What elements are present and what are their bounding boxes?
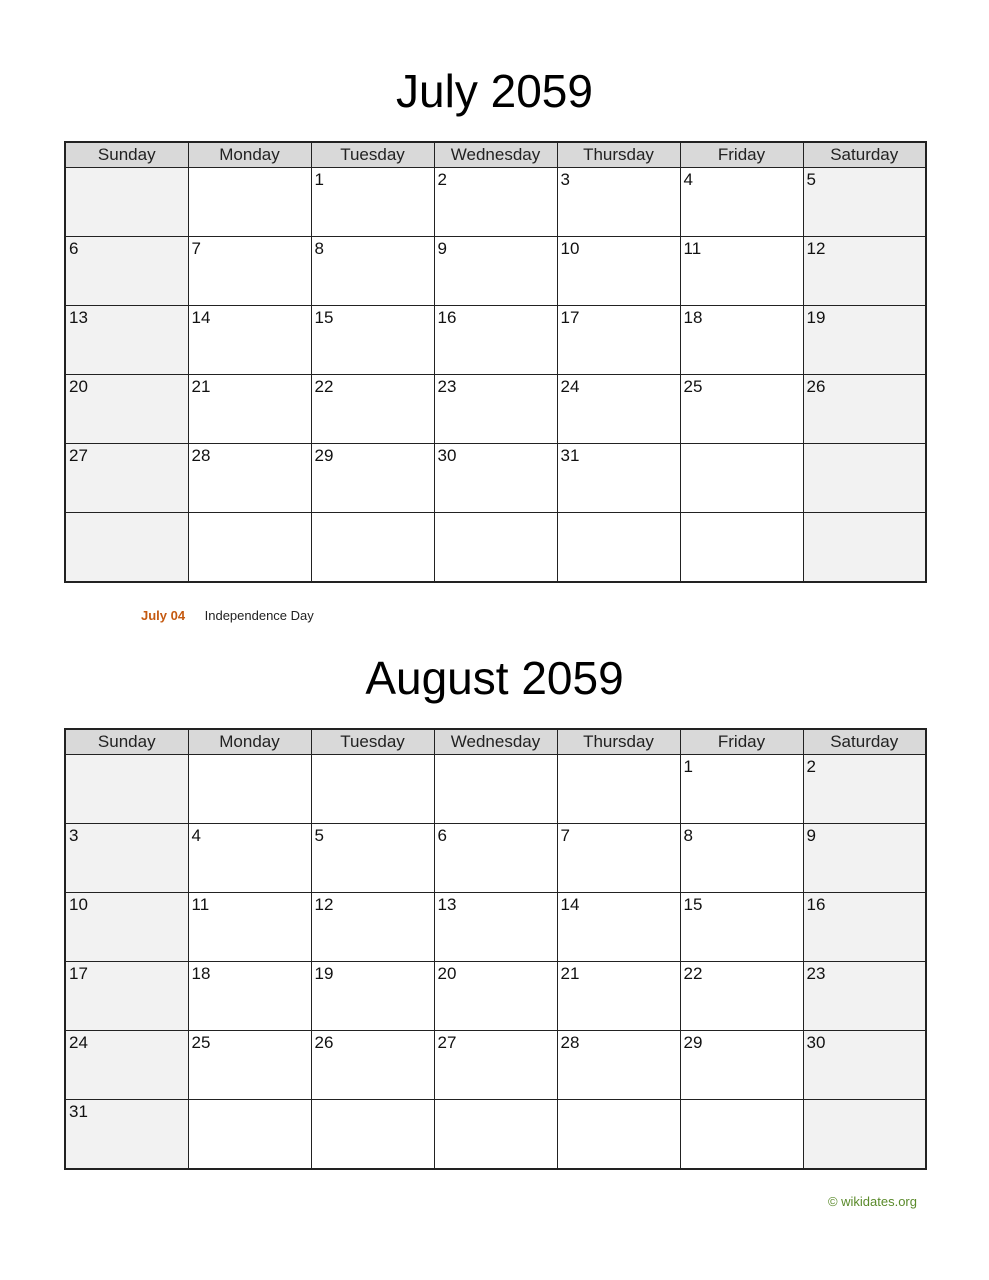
- day-number: 23: [437, 377, 457, 396]
- day-number: 4: [191, 826, 201, 845]
- day-number: 14: [191, 308, 211, 327]
- day-number: 23: [806, 964, 826, 983]
- day-cell: [434, 1100, 557, 1170]
- day-number: 11: [191, 895, 210, 914]
- day-cell: [311, 1031, 434, 1100]
- weekday-header-friday: Friday: [680, 142, 803, 168]
- weekday-header-row: [65, 142, 926, 168]
- day-cell: [65, 1100, 188, 1170]
- day-number: 29: [314, 446, 334, 465]
- week-row: [65, 824, 926, 893]
- week-row: [65, 375, 926, 444]
- day-number: 9: [437, 239, 447, 258]
- day-cell: [434, 306, 557, 375]
- day-cell: [680, 168, 803, 237]
- day-number: 19: [314, 964, 334, 983]
- day-number: 4: [683, 170, 693, 189]
- day-number: 29: [683, 1033, 703, 1052]
- day-number: 13: [437, 895, 457, 914]
- day-number: [681, 444, 803, 446]
- day-cell: [188, 237, 311, 306]
- day-number: [435, 755, 557, 757]
- day-cell: [557, 1031, 680, 1100]
- weekday-header-row: [65, 729, 926, 755]
- day-cell: [434, 375, 557, 444]
- calendar-august: [64, 728, 927, 1170]
- day-number: 20: [69, 377, 88, 396]
- day-cell: [557, 755, 680, 824]
- day-cell: [803, 962, 926, 1031]
- day-number: 31: [69, 1102, 88, 1121]
- day-number: 1: [683, 757, 693, 776]
- weekday-header-friday: Friday: [680, 729, 803, 755]
- holiday-list-july: [141, 608, 314, 623]
- day-cell: [803, 237, 926, 306]
- day-cell: [680, 444, 803, 513]
- day-cell: [311, 962, 434, 1031]
- day-cell: [188, 444, 311, 513]
- day-cell: [65, 513, 188, 583]
- week-row: [65, 1031, 926, 1100]
- day-cell: [65, 375, 188, 444]
- day-number: [312, 1100, 434, 1102]
- day-cell: [311, 824, 434, 893]
- weekday-header-sunday: Sunday: [65, 142, 188, 168]
- day-number: 7: [191, 239, 201, 258]
- day-cell: [680, 1100, 803, 1170]
- day-number: 18: [683, 308, 703, 327]
- week-row: [65, 513, 926, 583]
- day-number: [189, 168, 311, 170]
- day-number: 26: [806, 377, 826, 396]
- week-row: [65, 168, 926, 237]
- day-number: [804, 1100, 926, 1102]
- day-cell: [65, 1031, 188, 1100]
- day-cell: [311, 444, 434, 513]
- day-number: 1: [314, 170, 324, 189]
- day-number: 16: [437, 308, 457, 327]
- day-number: [66, 755, 188, 757]
- day-number: 8: [314, 239, 324, 258]
- day-number: 6: [69, 239, 79, 258]
- day-cell: [65, 962, 188, 1031]
- week-row: [65, 237, 926, 306]
- day-cell: [188, 1100, 311, 1170]
- day-number: [312, 513, 434, 515]
- day-cell: [188, 824, 311, 893]
- day-cell: [311, 306, 434, 375]
- day-cell: [188, 513, 311, 583]
- day-cell: [557, 168, 680, 237]
- day-number: 12: [806, 239, 826, 258]
- weekday-header-saturday: Saturday: [803, 729, 926, 755]
- day-cell: [803, 444, 926, 513]
- day-number: [558, 1100, 680, 1102]
- weekday-header-tuesday: Tuesday: [311, 142, 434, 168]
- day-cell: [65, 168, 188, 237]
- day-number: [189, 1100, 311, 1102]
- day-number: 14: [560, 895, 580, 914]
- weekday-header-monday: Monday: [188, 142, 311, 168]
- day-number: 3: [560, 170, 570, 189]
- weekday-header-thursday: Thursday: [557, 729, 680, 755]
- day-number: 30: [806, 1033, 826, 1052]
- day-cell: [680, 306, 803, 375]
- day-cell: [65, 237, 188, 306]
- day-cell: [434, 237, 557, 306]
- day-cell: [434, 893, 557, 962]
- day-number: 21: [191, 377, 211, 396]
- day-number: 12: [314, 895, 334, 914]
- day-cell: [557, 962, 680, 1031]
- day-number: 5: [806, 170, 816, 189]
- day-number: 22: [683, 964, 703, 983]
- day-cell: [311, 755, 434, 824]
- day-cell: [65, 755, 188, 824]
- day-number: 31: [560, 446, 580, 465]
- day-cell: [557, 306, 680, 375]
- day-cell: [434, 962, 557, 1031]
- day-number: 21: [560, 964, 580, 983]
- day-cell: [680, 237, 803, 306]
- weekday-header-tuesday: Tuesday: [311, 729, 434, 755]
- day-cell: [803, 755, 926, 824]
- day-cell: [680, 375, 803, 444]
- day-cell: [65, 893, 188, 962]
- day-cell: [65, 444, 188, 513]
- weekday-header-thursday: Thursday: [557, 142, 680, 168]
- day-number: [681, 513, 803, 515]
- day-number: 10: [560, 239, 580, 258]
- day-number: [66, 513, 188, 515]
- day-cell: [557, 444, 680, 513]
- day-cell: [65, 306, 188, 375]
- day-number: 7: [560, 826, 570, 845]
- day-number: 15: [683, 895, 703, 914]
- day-number: 5: [314, 826, 324, 845]
- day-cell: [434, 513, 557, 583]
- day-cell: [188, 1031, 311, 1100]
- day-cell: [803, 824, 926, 893]
- day-number: 6: [437, 826, 447, 845]
- week-row: [65, 1100, 926, 1170]
- week-row: [65, 306, 926, 375]
- day-number: 25: [683, 377, 703, 396]
- month-title-july: July 2059: [396, 65, 593, 117]
- week-row: [65, 444, 926, 513]
- day-number: 24: [560, 377, 580, 396]
- day-number: [804, 444, 926, 446]
- day-cell: [557, 893, 680, 962]
- day-number: 24: [69, 1033, 88, 1052]
- day-cell: [557, 237, 680, 306]
- calendar-july: [64, 141, 927, 583]
- holiday-date: July 04: [141, 608, 186, 623]
- day-number: [681, 1100, 803, 1102]
- day-cell: [557, 513, 680, 583]
- day-cell: [803, 513, 926, 583]
- day-number: 27: [437, 1033, 457, 1052]
- day-number: 18: [191, 964, 211, 983]
- holiday-item: [141, 608, 314, 623]
- day-number: 11: [683, 239, 702, 258]
- day-cell: [311, 237, 434, 306]
- weekday-header-monday: Monday: [188, 729, 311, 755]
- weekday-header-wednesday: Wednesday: [434, 142, 557, 168]
- day-number: [435, 1100, 557, 1102]
- day-cell: [803, 1031, 926, 1100]
- week-row: [65, 962, 926, 1031]
- day-number: [189, 755, 311, 757]
- day-number: 26: [314, 1033, 334, 1052]
- day-cell: [680, 1031, 803, 1100]
- day-cell: [188, 168, 311, 237]
- day-cell: [557, 824, 680, 893]
- day-cell: [434, 1031, 557, 1100]
- day-number: 2: [806, 757, 816, 776]
- day-cell: [311, 1100, 434, 1170]
- day-cell: [680, 962, 803, 1031]
- day-cell: [680, 513, 803, 583]
- day-number: 28: [560, 1033, 580, 1052]
- day-cell: [803, 1100, 926, 1170]
- day-cell: [311, 168, 434, 237]
- day-number: 19: [806, 308, 826, 327]
- day-number: 16: [806, 895, 826, 914]
- day-number: [312, 755, 434, 757]
- day-number: 28: [191, 446, 211, 465]
- day-cell: [311, 375, 434, 444]
- day-number: 17: [560, 308, 580, 327]
- day-cell: [188, 306, 311, 375]
- holiday-name: Independence Day: [204, 608, 314, 623]
- day-cell: [65, 824, 188, 893]
- day-cell: [803, 893, 926, 962]
- day-cell: [311, 513, 434, 583]
- weekday-header-wednesday: Wednesday: [434, 729, 557, 755]
- day-cell: [557, 1100, 680, 1170]
- day-number: 17: [69, 964, 88, 983]
- month-title-august: August 2059: [365, 652, 624, 704]
- day-number: 27: [69, 446, 88, 465]
- day-cell: [188, 893, 311, 962]
- day-number: [804, 513, 926, 515]
- day-cell: [188, 962, 311, 1031]
- day-number: 20: [437, 964, 457, 983]
- day-number: [66, 168, 188, 170]
- weekday-header-saturday: Saturday: [803, 142, 926, 168]
- day-cell: [680, 824, 803, 893]
- day-cell: [557, 375, 680, 444]
- day-cell: [311, 893, 434, 962]
- day-number: 8: [683, 826, 693, 845]
- day-number: 30: [437, 446, 457, 465]
- day-number: 13: [69, 308, 88, 327]
- day-cell: [434, 755, 557, 824]
- day-cell: [803, 306, 926, 375]
- day-number: [189, 513, 311, 515]
- day-number: 9: [806, 826, 816, 845]
- day-number: 25: [191, 1033, 211, 1052]
- day-cell: [803, 375, 926, 444]
- day-number: [435, 513, 557, 515]
- day-cell: [188, 755, 311, 824]
- weekday-header-sunday: Sunday: [65, 729, 188, 755]
- day-number: [558, 755, 680, 757]
- day-cell: [434, 444, 557, 513]
- day-cell: [434, 824, 557, 893]
- week-row: [65, 755, 926, 824]
- day-number: 3: [69, 826, 79, 845]
- day-cell: [803, 168, 926, 237]
- day-number: [558, 513, 680, 515]
- footer-credit: © wikidates.org: [827, 1194, 917, 1209]
- day-cell: [680, 755, 803, 824]
- day-cell: [680, 893, 803, 962]
- day-number: 2: [437, 170, 447, 189]
- week-row: [65, 893, 926, 962]
- day-cell: [188, 375, 311, 444]
- day-number: 22: [314, 377, 334, 396]
- day-cell: [434, 168, 557, 237]
- day-number: 10: [69, 895, 88, 914]
- day-number: 15: [314, 308, 334, 327]
